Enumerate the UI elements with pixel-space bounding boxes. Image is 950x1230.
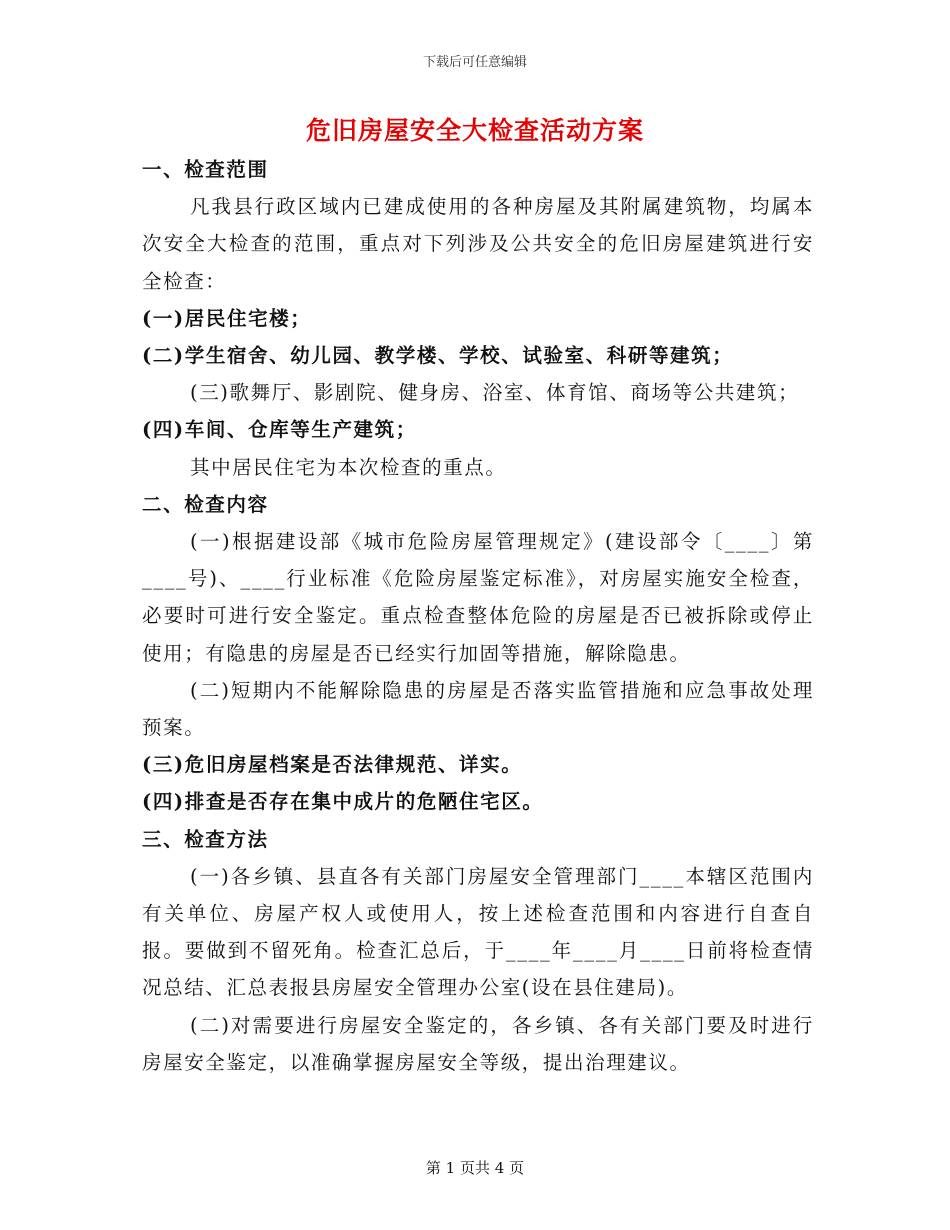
method-item-2: (二)对需要进行房屋安全鉴定的，各乡镇、各有关部门要及时进行房屋安全鉴定，以准确掌握房屋安全等级，提出治理建议。 xyxy=(142,1013,814,1074)
section-1-heading: 一、检查范围 xyxy=(142,158,269,181)
section-3-heading: 三、检查方法 xyxy=(142,827,269,851)
content-item-4: (四)排查是否存在集中成片的危陋住宅区。 xyxy=(142,790,544,814)
scope-item-3: (三)歌舞厅、影剧院、健身房、浴室、体育馆、商场等公共建筑； xyxy=(190,381,800,405)
content-item-3: (三)危旧房屋档案是否法律规范、详实。 xyxy=(142,753,523,777)
scope-item-2: (二)学生宿舍、幼儿园、教学楼、学校、试验室、科研等建筑； xyxy=(142,344,734,368)
download-note: 下载后可任意编辑 xyxy=(422,55,527,70)
document-body xyxy=(142,151,814,1081)
scope-item-1: (一)居民住宅楼； xyxy=(142,306,312,330)
document-title: 危旧房屋安全大检查活动方案 xyxy=(305,116,644,145)
content-item-2: (二)短期内不能解除隐患的房屋是否落实监管措施和应急事故处理预案。 xyxy=(142,678,814,740)
method-item-1: (一)各乡镇、县直各有关部门房屋安全管理部门____本辖区范围内有关单位、房屋产权人或使用人，按上述检查范围和内容进行自查自报。要做到不留死角。检查汇总后，于____年____月____日前将检查情况总结、汇总表报县房屋安全管理办公室(设在县住建局)。 xyxy=(142,864,814,1000)
content-item-1: (一)根据建设部《城市危险房屋管理规定》(建设部令〔____〕第____号)、____行业标准《危险房屋鉴定标准》，对房屋实施安全检查，必要时可进行安全鉴定。重点检查整体危险的房屋是否已被拆除或停止使用；有隐患的房屋是否已经实行加固等措施，解除隐患。 xyxy=(142,530,814,665)
page-number: 第 1 页共 4 页 xyxy=(425,1159,525,1177)
scope-item-4: (四)车间、仓库等生产建筑； xyxy=(142,418,417,442)
section-1-intro: 凡我县行政区域内已建成使用的各种房屋及其附属建筑物，均属本次安全大检查的范围，重点对下列涉及公共安全的危旧房屋建筑进行安全检查： xyxy=(142,195,814,293)
section-1-note: 其中居民住宅为本次检查的重点。 xyxy=(190,455,507,479)
section-2-heading: 二、检查内容 xyxy=(142,492,269,516)
